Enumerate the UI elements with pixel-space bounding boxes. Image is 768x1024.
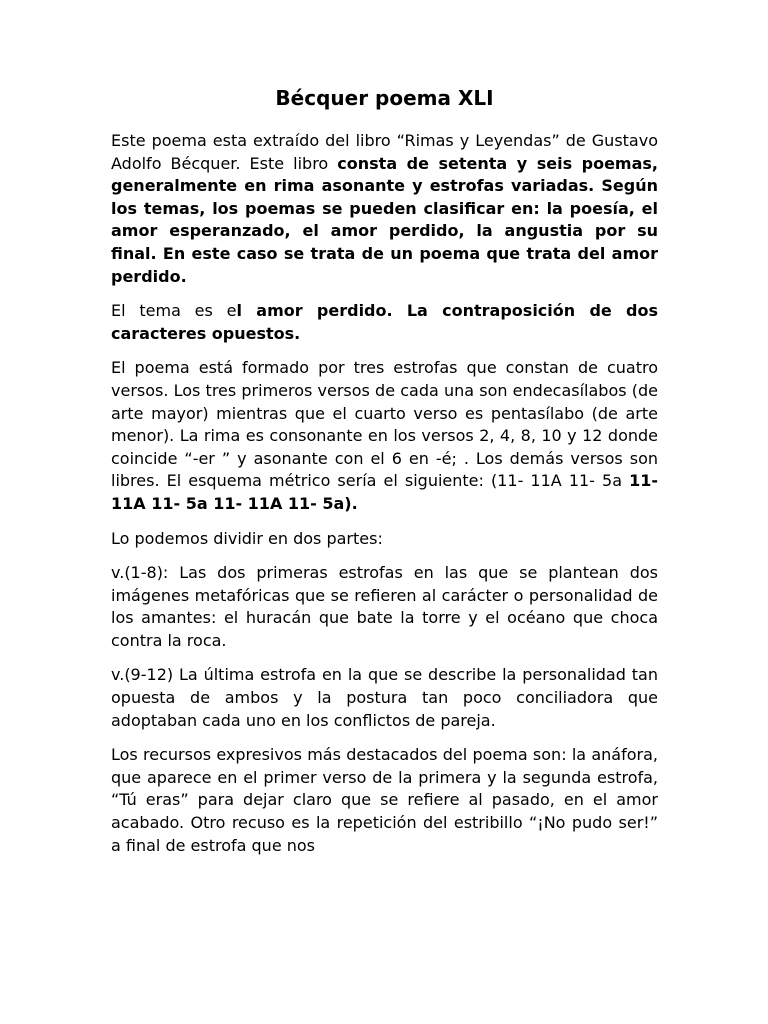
paragraph-parts: Lo podemos dividir en dos partes: xyxy=(111,528,383,548)
paragraph-part-one: v.(1-8): Las dos primeras estrofas en las que se plantean dos imágenes metafóricas que se refieren al carácter o personalidad de los amantes: el huracán que bate la torre y el océano que choca contra la roca. xyxy=(111,563,658,650)
paragraph-structure xyxy=(111,357,658,515)
paragraph-theme-plain: El tema es e xyxy=(111,301,237,321)
paragraph-intro-bold: consta de setenta y seis poemas, generalmente en rima asonante y estrofas variadas. Según los temas, los poemas se pueden clasificar en: la poesía, el amor esperanzado, el amor perdido, la angustia por su final. En este caso se trata de un poema que trata del amor perdido. xyxy=(111,153,658,286)
paragraph-theme xyxy=(111,300,658,345)
paragraph-intro xyxy=(111,130,658,288)
paragraph-theme-bold: l amor perdido. La contraposición de dos caracteres opuestos. xyxy=(111,301,658,343)
paragraph-structure-bold: 11- 11A 11- 5a 11- 11A 11- 5a). xyxy=(111,471,658,513)
document-page xyxy=(111,84,658,869)
document-title: Bécquer poema XLI xyxy=(275,86,494,110)
paragraph-part-two: v.(9-12) La última estrofa en la que se describe la personalidad tan opuesta de ambos y la postura tan poco conciliadora que adoptaban cada uno en los conflictos de pareja. xyxy=(111,665,658,730)
paragraph-resources: Los recursos expresivos más destacados del poema son: la anáfora, que aparece en el primer verso de la primera y la segunda estrofa, “Tú eras” para dejar claro que se refiere al pasado, en el amor acabado. Otro recuso es la repetición del estribillo “¡No pudo ser!” a final de estrofa que nos xyxy=(111,745,658,855)
paragraph-intro-plain: Este poema esta extraído del libro “Rimas y Leyendas” de Gustavo Adolfo Bécquer. Este libro xyxy=(111,131,658,173)
paragraph-structure-plain: El poema está formado por tres estrofas que constan de cuatro versos. Los tres primeros versos de cada una son endecasílabos (de arte mayor) mientras que el cuarto verso es pentasílabo (de arte menor). La rima es consonante en los versos 2, 4, 8, 10 y 12 donde coincide “-er ” y asonante con el 6 en -é; . Los demás versos son libres. El esquema métrico sería el siguiente: (11- 11A 11- 5a xyxy=(111,358,658,491)
